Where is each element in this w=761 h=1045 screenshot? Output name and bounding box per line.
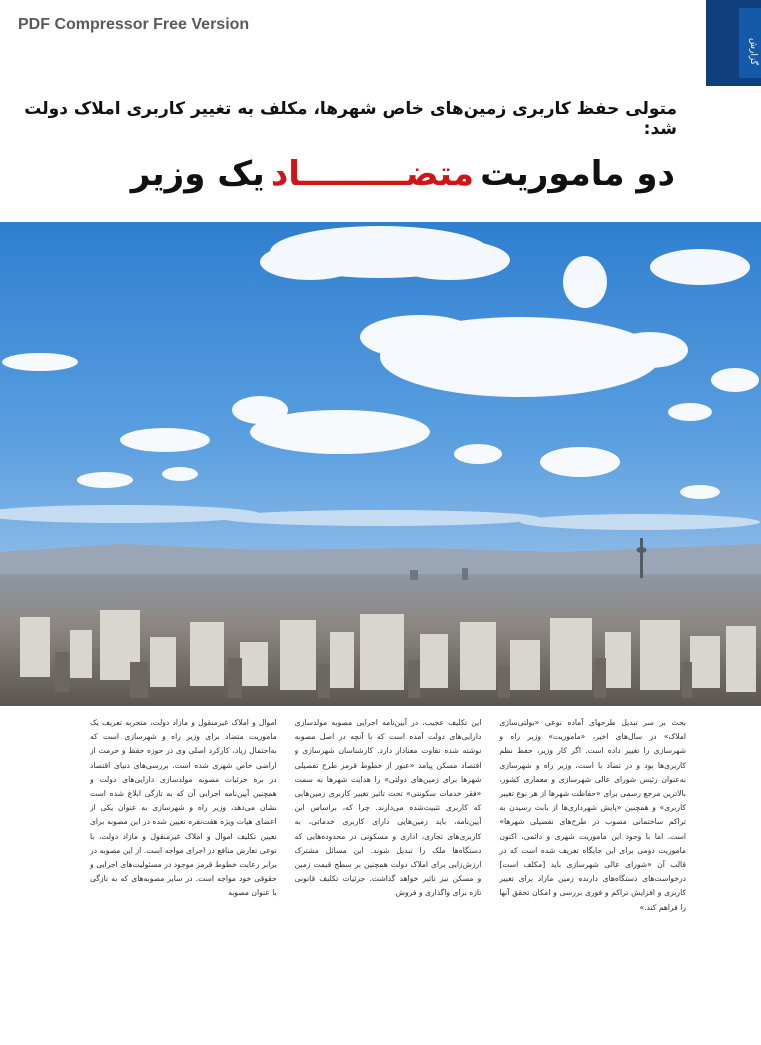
article-headline: [40, 148, 675, 200]
headline-part-1: دو ماموریت: [480, 154, 675, 194]
body-column-middle: این تکلیف عجیب، در آیین‌نامه اجرایی مصوبه مولدسازی دارایی‌های دولت آمده است که با آنچه در اصل مصوبه نوشته شده تفاوت معنادار دارد. کارشناسان شهرسازی و اقتصاد مسکن پیامد «عبور از خطوط قرمز طرح تفصیلی شهرها برای زمین‌های دولتی» را هدایت شهرها به سمت «فقر خدمات سکونتی» تحت تاثیر تغییر کاربری زمین‌هایی که کاربری تثبیت‌شده می‌دارند. چرا که، براساس این آیین‌نامه، باید زمین‌هایی دارای کاربری خدماتی، به کاربری‌های تجاری، اداری و مسکونی در محدوده‌هایی که دستگاه‌ها ملک را تبدیل شوند. این مسائل مشترک ارزش‌زایی برای املاک دولت همچنین بر سطح قیمت زمین و مسکن نیز تاثیر خواهد گذاشت. جزئیات تکلیف قانونی تازه برای واگذاری و فروش: [294, 718, 482, 898]
section-tab-label: گزارش: [748, 38, 758, 66]
section-tab-inner: [739, 8, 761, 78]
tehran-skyline-photo: [0, 222, 761, 706]
article-kicker: متولی حفظ کاربری زمین‌های خاص شهرها، مکلف به تغییر کاربری املاک دولت شد:: [24, 99, 677, 139]
headline-part-2: یک وزیر: [130, 154, 265, 194]
body-column-right: بحث بر سر تبدیل طرحهای آماده نوعی «بولتی‌سازی املاک» در سال‌های اخیر، «ماموریت» وزیر راه و شهرسازی را تغییر داده است. اگر کار وزیر، حفظ نظم کاربری‌ها بود و در تضاد با است، وزیر راه و شهرسازی به‌عنوان رئیس شورای عالی شهرسازی و معماری کشور، بالاترین مرجع رسمی برای «حفاظت شهرها از هر نوع تغییر کاربری» و همچنین «پایش شهرداری‌ها از بابت رسیدن به تراکم ساختمانی مصوب در طرح‌های تفصیلی شهرها» است. اما با وجود این ماموریت شهری و دائمی، اکنون ماموریت دومی برای این جایگاه تعریف شده است که در قالب آن «شورای عالی شهرسازی باید [مکلف است] درخواست‌های دستگاه‌های دارنده زمین مازاد برای تغییر کاربری و افزایش تراکم و فوری بررسی و امکان تحقق آنها را فراهم کند.»: [499, 718, 686, 912]
headline-highlight: متضـــــــــاد: [270, 154, 475, 194]
section-tab: [706, 0, 761, 86]
pdf-watermark: PDF Compressor Free Version: [18, 16, 250, 33]
body-column-left: اموال و املاک غیرمنقول و مازاد دولت، متجربه تعریف یک ماموریت متضاد برای وزیر راه و شهرسازی است که به‌احتمال زیاد، کارکرد اصلی وی در حوزه حفظ و حرمت از اراضی خاص شهری شده است. بررسی‌های دنیای اقتصاد در بره جزئیات مصوبه مولدسازی دارایی‌های دولت و همچنین آیین‌نامه اجرایی آن که به تازگی ابلاغ شده است نشان می‌دهد، وزیر راه و شهرسازی به عنوان یکی از اعضای هیات ویژه هفت‌نفره تعیین شده در این مصوبه برای تعیین تکلیف اموال و املاک غیرمنقول و مازاد دولت، با نوعی تعارض منافع در اجرای مواجه است. از این مصوبه در برابر رعایت خطوط قرمز موجود در مسئولیت‌های اجرایی و حقوقی خود مواجه است. در سایر مصوبه‌های که به تازگی با عنوان مصوبه: [89, 718, 277, 898]
article-body: [90, 716, 686, 966]
